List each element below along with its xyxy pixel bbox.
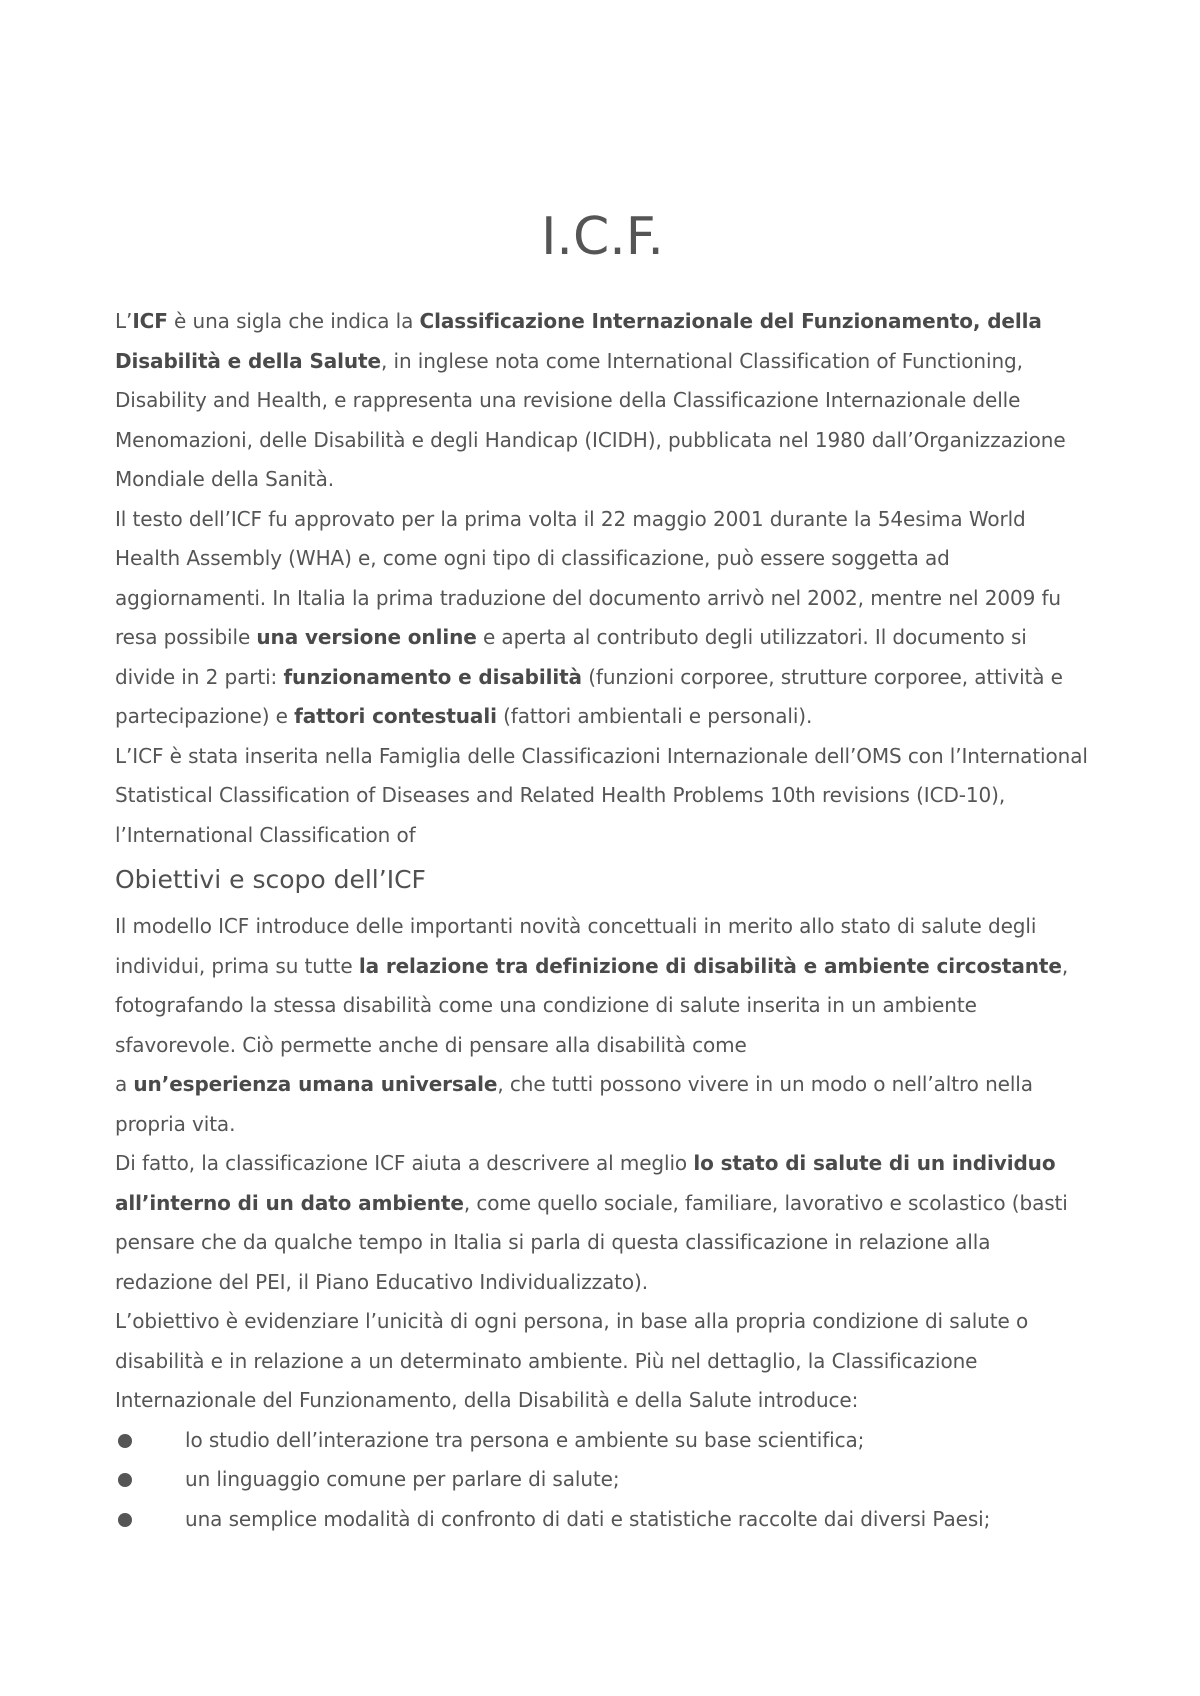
document-title: I.C.F. — [541, 207, 664, 267]
section-paragraph-1b: a un’esperienza umana universale, che tutti possono vivere in un modo o nell’altro nella propria vita. — [115, 1072, 1033, 1136]
section-paragraph-1a: Il modello ICF introduce delle importanti novità concettuali in merito allo stato di salute degli individui, prima su tutte la relazione tra definizione di disabilità e ambiente circostante, fotografando la stessa disabilità come una condizione di salute inserita in un ambiente sfavorevole. Ciò permette anche di pensare alla disabilità come — [115, 914, 1069, 1057]
intro-paragraph-1: L’ICF è una sigla che indica la Classificazione Internazionale del Funzionamento, della Disabilità e della Salute, in inglese nota come International Classification of Functioning, Disability and Health, e rappresenta una revisione della Classificazione Internazionale delle Menomazioni, delle Disabilità e degli Handicap (ICIDH), pubblicata nel 1980 dall’Organizzazione Mondiale della Sanità. — [115, 309, 1066, 491]
bold-text: la relazione tra definizione di disabilità e ambiente circostante — [358, 953, 1062, 978]
bold-text: Classificazione Internazionale del Funzionamento, della Disabilità e della Salute — [115, 309, 1042, 373]
bold-text: funzionamento e disabilità — [283, 664, 582, 689]
objectives-section — [115, 907, 1090, 1539]
bold-text: lo stato di salute di un individuo all’interno di un dato ambiente — [115, 1151, 1056, 1215]
list-item: lo studio dell’interazione tra persona e ambiente su base scientifica; — [115, 1421, 1090, 1461]
section-paragraph-3: L’obiettivo è evidenziare l’unicità di ogni persona, in base alla propria condizione di salute o disabilità e in relazione a un determinato ambiente. Più nel dettaglio, la Classificazione Internazionale del Funzionamento, della Disabilità e della Salute introduce: — [115, 1309, 1029, 1412]
intro-paragraph-3: L’ICF è stata inserita nella Famiglia delle Classificazioni Internazionale dell’OMS con l’International Statistical Classification of Diseases and Related Health Problems 10th revisions (ICD-10), l’International Classification of — [115, 743, 1088, 847]
bold-text: una versione online — [256, 625, 477, 649]
bullet-icon — [118, 1473, 132, 1487]
bold-text: un’esperienza umana universale — [133, 1072, 498, 1096]
bullet-icon — [118, 1434, 132, 1448]
bullet-icon — [118, 1513, 132, 1527]
list-item: una semplice modalità di confronto di dati e statistiche raccolte dai diversi Paesi; — [115, 1500, 1090, 1540]
section-paragraph-2: Di fatto, la classificazione ICF aiuta a descrivere al meglio lo stato di salute di un individuo all’interno di un dato ambiente, come quello sociale, familiare, lavorativo e scolastico (basti pensare che da qualche tempo in Italia si parla di questa classificazione in relazione alla redazione del PEI, il Piano Educativo Individualizzato). — [115, 1151, 1068, 1294]
intro-paragraph-2: Il testo dell’ICF fu approvato per la prima volta il 22 maggio 2001 durante la 54esima World Health Assembly (WHA) e, come ogni tipo di classificazione, può essere soggetta ad aggiornamenti. In Italia la prima traduzione del documento arrivò nel 2002, mentre nel 2009 fu resa possibile una versione online e aperta al contributo degli utilizzatori. Il documento si divide in 2 parti: funzionamento e disabilità (funzioni corporee, strutture corporee, attività e partecipazione) e fattori contestuali (fattori ambientali e personali). — [115, 506, 1063, 728]
section-heading: Obiettivi e scopo dell’ICF — [115, 865, 426, 894]
bold-text: fattori contestuali — [294, 704, 497, 728]
bullet-list — [115, 1421, 1090, 1540]
list-item: un linguaggio comune per parlare di salute; — [115, 1460, 1090, 1500]
bold-text: ICF — [132, 309, 168, 333]
intro-section — [115, 302, 1090, 855]
